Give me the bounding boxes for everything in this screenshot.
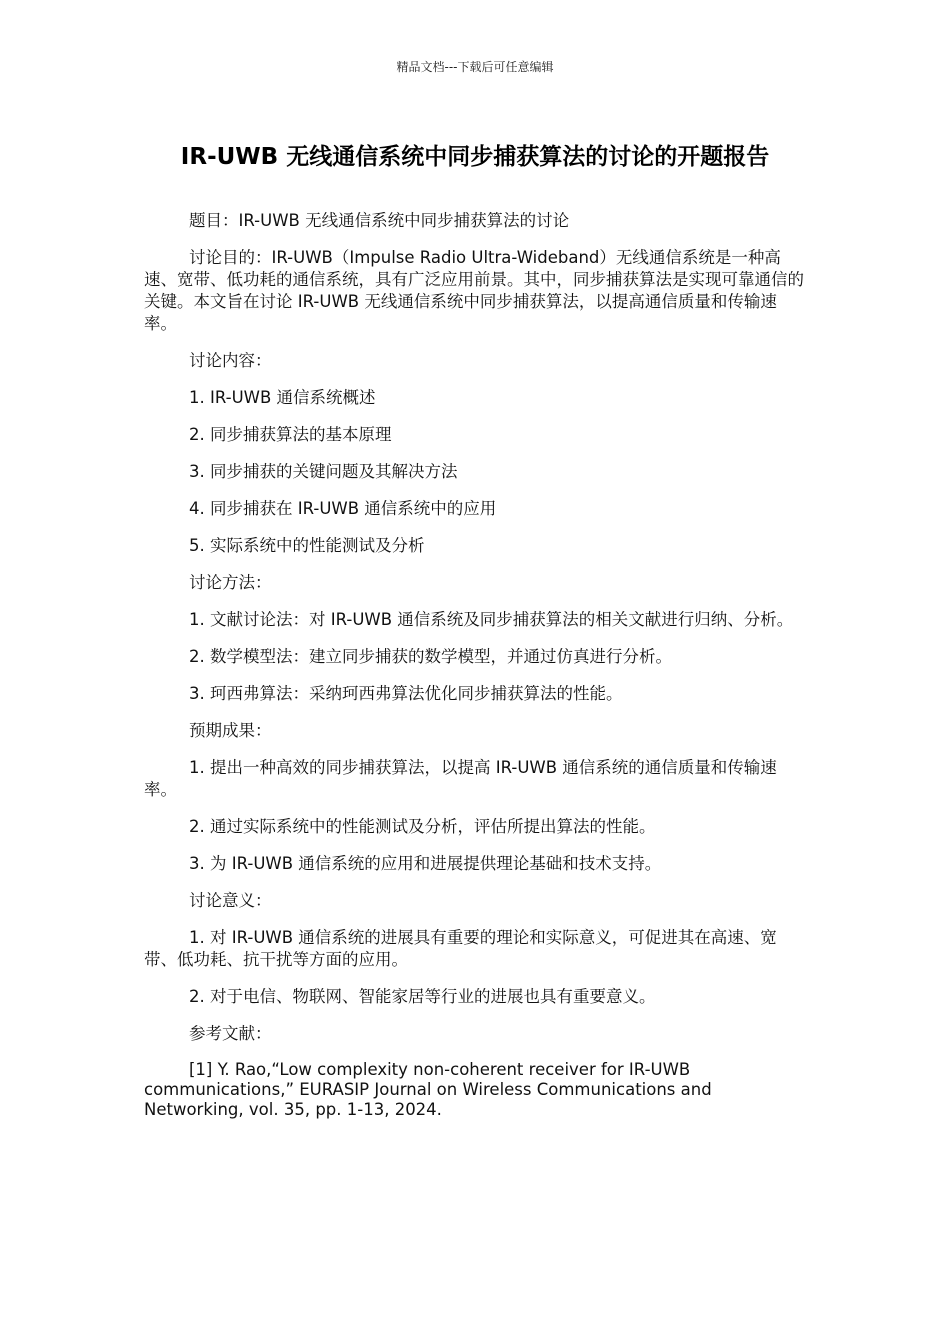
list-item: 3. 珂西弗算法：采纳珂西弗算法优化同步捕获算法的性能。: [189, 684, 623, 703]
paragraph-purpose: 讨论目的：IR-UWB（Impulse Radio Ultra-Wideband）无线通信系统是一种高速、宽带、低功耗的通信系统，具有广泛应用前景。其中，同步捕获算法是实现可靠通信的关键。本文旨在讨论 IR-UWB 无线通信系统中同步捕获算法，以提高通信质量和传输速率。: [144, 248, 804, 333]
paragraph-topic: 题目：IR-UWB 无线通信系统中同步捕获算法的讨论: [189, 211, 570, 230]
section-heading-method: 讨论方法：: [189, 573, 272, 592]
section-heading-results: 预期成果：: [189, 721, 272, 740]
document-title: IR-UWB 无线通信系统中同步捕获算法的讨论的开题报告: [180, 144, 770, 170]
list-item: 4. 同步捕获在 IR-UWB 通信系统中的应用: [189, 499, 497, 518]
section-heading-references: 参考文献：: [189, 1024, 272, 1043]
list-item: 2. 同步捕获算法的基本原理: [189, 425, 392, 444]
list-item: 1. 文献讨论法：对 IR-UWB 通信系统及同步捕获算法的相关文献进行归纳、分析。: [189, 610, 794, 629]
section-heading-content: 讨论内容：: [189, 351, 272, 370]
list-item: 3. 同步捕获的关键问题及其解决方法: [189, 462, 458, 481]
list-item: 1. 提出一种高效的同步捕获算法，以提高 IR-UWB 通信系统的通信质量和传输速率。: [144, 758, 777, 799]
list-item: 3. 为 IR-UWB 通信系统的应用和进展提供理论基础和技术支持。: [189, 854, 662, 873]
section-heading-significance: 讨论意义：: [189, 891, 272, 910]
header-note: 精品文档---下载后可任意编辑: [396, 60, 554, 74]
list-item: 1. 对 IR-UWB 通信系统的进展具有重要的理论和实际意义，可促进其在高速、宽带、低功耗、抗干扰等方面的应用。: [144, 928, 777, 969]
list-item: 1. IR-UWB 通信系统概述: [189, 388, 376, 407]
list-item: 5. 实际系统中的性能测试及分析: [189, 536, 425, 555]
list-item: 2. 对于电信、物联网、智能家居等行业的进展也具有重要意义。: [189, 987, 656, 1006]
document-body: [144, 210, 806, 1135]
reference-item: [1] Y. Rao,“Low complexity non-coherent receiver for IR-UWB communications,” EURASIP Journal on Wireless Communications and Networking, vol. 35, pp. 1-13, 2024.: [144, 1060, 712, 1119]
list-item: 2. 通过实际系统中的性能测试及分析，评估所提出算法的性能。: [189, 817, 656, 836]
list-item: 2. 数学模型法：建立同步捕获的数学模型，并通过仿真进行分析。: [189, 647, 672, 666]
